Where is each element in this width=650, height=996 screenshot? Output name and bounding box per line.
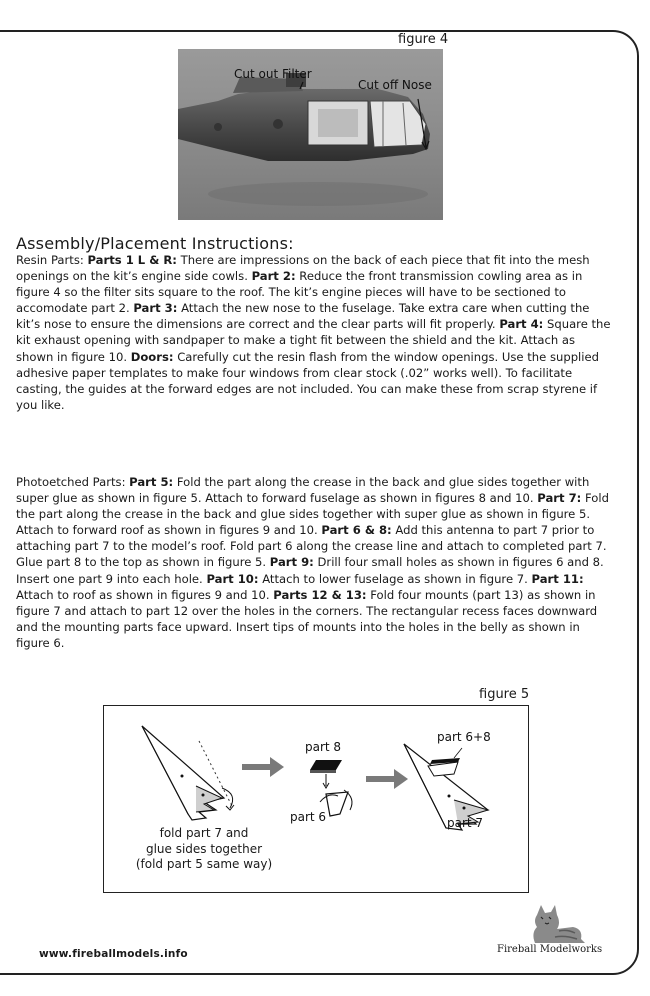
paragraph-text: Attach the new nose to the fuselage. Take extra care when cutting the kit’s nose to ensure the dimensions are correct and the clear parts will fit properly. [16,301,590,332]
part-label: Parts 1 L & R: [87,253,177,267]
figure-4-label: figure 4 [398,32,449,47]
caption-line: fold part 7 and [159,826,249,840]
paragraph-text: Fold the part along the crease in the back and glue sides together with super glue as shown in figure 5. Attach to forward fuselage as shown in figures 8 and 10. [16,475,590,506]
part-8-label: part 8 [305,740,342,754]
caption-line: (fold part 5 same way) [135,857,273,871]
paragraph-text: Carefully cut the resin flash from the window openings. Use the supplied adhesive paper templates to make four windows from clear stock (.02” works well). To facilitate casting, the guides at the forward edges are not included. You can make these from scrap styrene if you like. [16,349,599,412]
figure-4-photo [178,49,443,220]
paragraph-text: Attach to roof as shown in figures 9 and 10. [16,587,274,602]
caption-line: glue sides together [145,841,263,856]
part-label: Part 10: [206,571,259,586]
part-label: Part 4: [499,317,544,332]
photoetched-parts-paragraph [16,474,612,651]
resin-parts-paragraph [16,252,612,413]
part-label: Doors: [130,349,174,364]
part-6-8-label: part 6+8 [437,730,491,744]
part-label: Part 6 & 8: [321,523,392,538]
paragraph-text: Fold four mounts (part 13) as shown in figure 7 and attach to part 12 over the holes in the corners. The rectangular recess faces downward and the mounting parts face upward. Insert tips of mounts into the holes in the belly as shown in figure 6. [16,587,598,650]
paragraph-text: There are impressions on the back of each piece that fit into the mesh openings on the kit’s engine side cowls. [16,253,590,284]
section-heading: Assembly/Placement Instructions: [16,234,294,253]
part-7-label: part 7 [447,816,484,830]
part-label: Part 7: [537,491,582,506]
paragraph-text: Photoetched Parts: [16,475,130,489]
part-label: Part 11: [531,571,584,586]
part-label: Part 3: [133,301,178,316]
figure-5-caption [124,826,284,873]
part-label: Part 9: [269,555,314,570]
figure-5-label: figure 5 [479,687,530,702]
paragraph-text: Add this antenna to part 7 prior to attaching part 7 to the model’s roof. Fold part 6 along the crease line and attach to completed part 7. Glue part 8 to the top as shown in figure 5. [16,523,607,570]
part-label: Parts 12 & 13: [273,587,367,602]
paragraph-text: Fold the part along the crease in the back and glue sides together with super glue as shown in figure 5. Attach to forward roof as shown in figures 9 and 10. [16,491,609,538]
paragraph-text: Square the kit exhaust opening with sandpaper to make a tight fit between the shield and the kit. Attach as shown in figure 10. [16,317,611,364]
cat-logo [527,903,587,949]
paragraph-text: Resin Parts: [16,253,88,267]
part-label: Part 2: [251,269,296,284]
callout-cut-out-filter: Cut out Filter [234,67,312,81]
part-6-label: part 6 [290,810,327,824]
arrow-1 [242,757,284,777]
part-7-flat-drawing [142,726,234,820]
figure-5-diagram [103,705,529,893]
part-label: Part 5: [129,475,174,489]
footer-brand: Fireball Modelworks [497,944,603,955]
footer-url: www.fireballmodels.info [39,948,188,960]
part-8-drawing [310,760,342,788]
callout-cut-off-nose: Cut off Nose [358,78,432,92]
arrow-2 [366,769,408,789]
paragraph-text: Drill four small holes as shown in figures 6 and 8. Insert one part 9 into each hole. [16,555,604,586]
paragraph-text: Attach to lower fuselage as shown in figure 7. [258,571,532,586]
paragraph-text: Reduce the front transmission cowling area as in figure 4 so the filter sits square to the roof. The kit’s engine pieces will have to be sectioned to accomodate part 2. [16,269,583,316]
